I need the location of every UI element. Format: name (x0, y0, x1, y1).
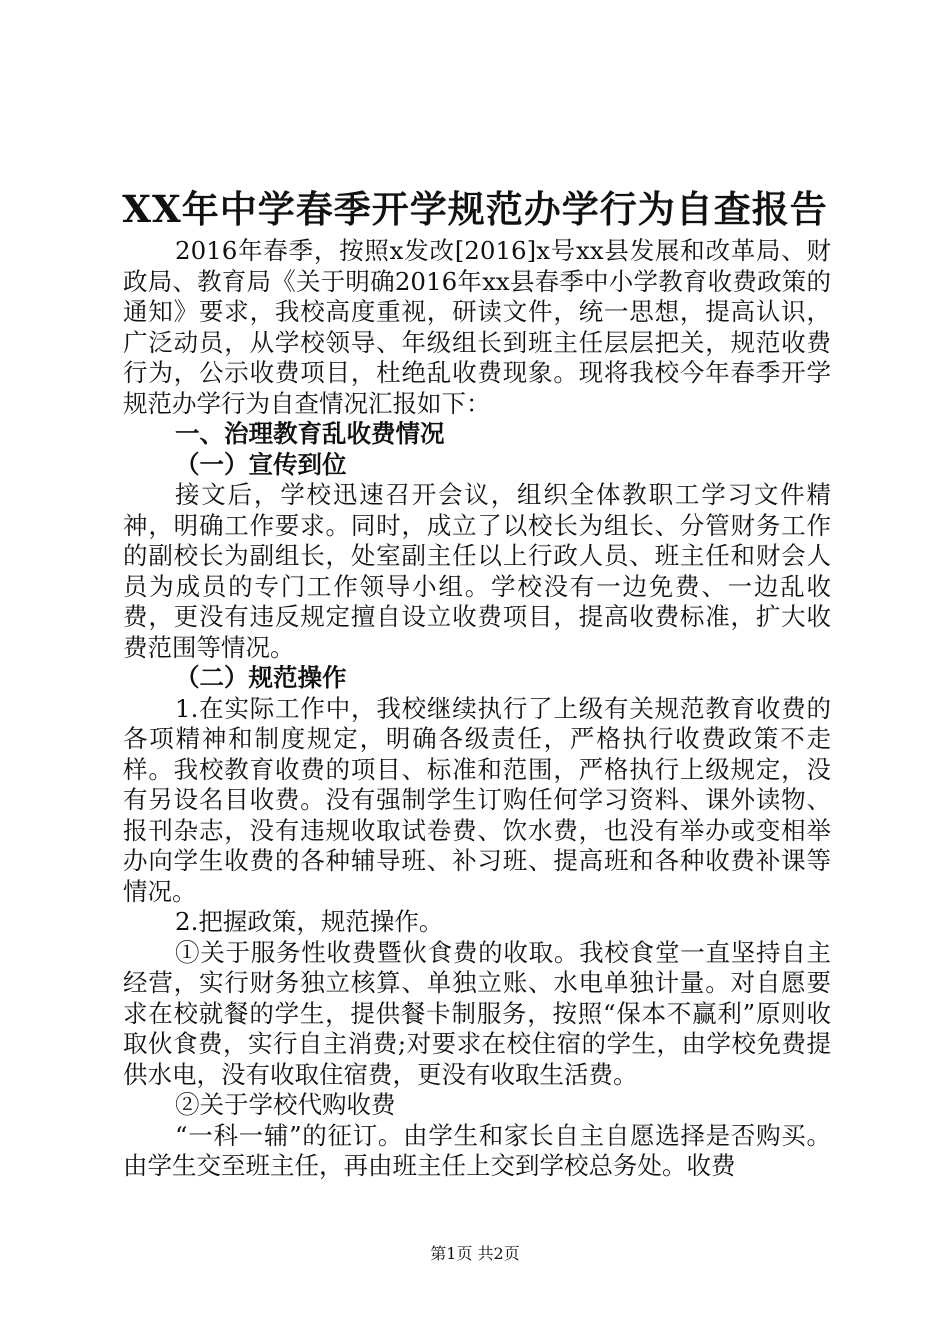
document-title: XX年中学春季开学规范办学行为自查报告 (122, 187, 828, 231)
subsection-heading-2: （二）规范操作 (175, 663, 347, 692)
page-number-footer: 第1页 共2页 (430, 1244, 520, 1263)
paragraph-publicity: 接文后，学校迅速召开会议，组织全体教职工学习文件精神，明确工作要求。同时，成立了以校长为组长、分管财务工作的副校长为副组长，处室副主任以上行政人员、班主任和财会人员为成员的专门工作领导小组。学校没有一边免费、一边乱收费，更没有违反规定擅自设立收费项目，提高收费标准，扩大收费范围等情况。 (123, 480, 831, 662)
paragraph-subscription: “一科一辅”的征订。由学生和家长自主自愿选择是否购买。由学生交至班主任，再由班主任上交到学校总务处。收费 (123, 1120, 831, 1180)
paragraph-service-fee: ①关于服务性收费暨伙食费的收取。我校食堂一直坚持自主经营，实行财务独立核算、单独立账、水电单独计量。对自愿要求在校就餐的学生，提供餐卡制服务，按照“保本不赢利”原则收取伙食费，实行自主消费;对要求在校住宿的学生，由学校免费提供水电，没有收取住宿费，更没有收取生活费。 (123, 937, 831, 1089)
paragraph-item-1: 1.在实际工作中，我校继续执行了上级有关规范教育收费的各项精神和制度规定，明确各级责任，严格执行收费政策不走样。我校教育收费的项目、标准和范围，严格执行上级规定，没有另设名目收费。没有强制学生订购任何学习资料、课外读物、报刊杂志，没有违规收取试卷费、饮水费，也没有举办或变相举办向学生收费的各种辅导班、补习班、提高班和各种收费补课等情况。 (123, 693, 831, 906)
paragraph-item-2: 2.把握政策，规范操作。 (175, 907, 444, 936)
subsection-heading-1: （一）宣传到位 (175, 449, 347, 479)
section-heading-1: 一、治理教育乱收费情况 (175, 419, 445, 448)
paragraph-purchase-heading: ②关于学校代购收费 (175, 1090, 396, 1119)
intro-paragraph: 2016年春季，按照x发改[2016]x号xx县发展和改革局、财政局、教育局《关于明确2016年xx县春季中小学教育收费政策的通知》要求，我校高度重视，研读文件，统一思想，提高认识，广泛动员，从学校领导、年级组长到班主任层层把关，规范收费行为，公示收费项目，杜绝乱收费现象。现将我校今年春季开学规范办学行为自查情况汇报如下： (123, 236, 831, 418)
document-body (123, 236, 831, 1182)
